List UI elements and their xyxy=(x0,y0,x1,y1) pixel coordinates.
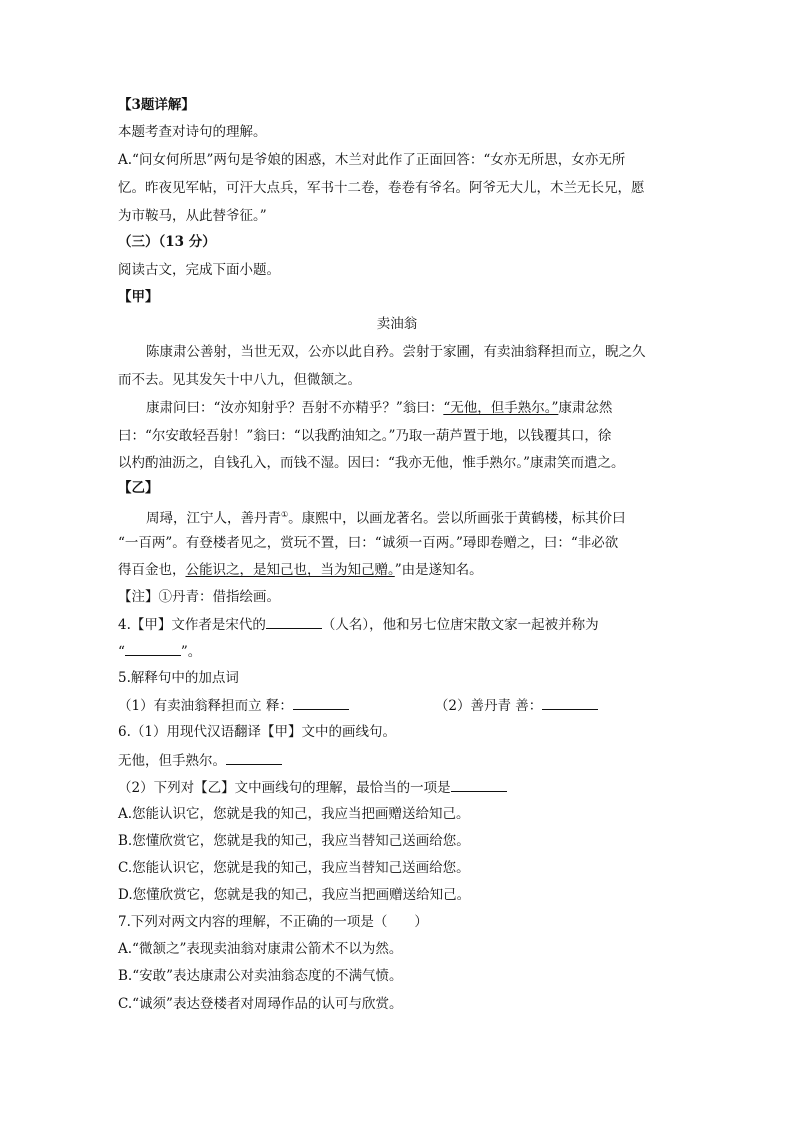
question-4-text: “ xyxy=(118,644,125,660)
yi-paragraph-line xyxy=(146,505,626,529)
option-item: D.您懂欣赏它，您就是我的知己，我应当把画赠送给知己。 xyxy=(118,887,471,903)
question-4-text: （人名），他和另七位唐宋散文家一起被并称为 xyxy=(321,617,599,633)
answer-blank[interactable] xyxy=(125,641,181,656)
answer-blank[interactable] xyxy=(226,750,282,765)
question-5-title: 5.解释句中的加点词 xyxy=(118,670,239,686)
q3-answer-line: 忆。昨夜见军帖，可汗大点兵，军书十二卷，卷卷有爷名。阿爷无大儿，木兰无长兄，愿 xyxy=(118,180,645,196)
q3-answer-line: A.“问女何所思”两句是爷娘的困惑，木兰对此作了正面回答：“女亦无所思，女亦无所 xyxy=(118,152,626,168)
question-4-text: ”。 xyxy=(180,644,202,660)
question-4-text: 4.【甲】文作者是宋代的 xyxy=(118,617,266,633)
yi-paragraph-line: “一百两”。有登楼者见之，赏玩不置，曰：“诚须一百两。”璕即卷赠之，曰：“非必欲 xyxy=(118,535,619,551)
yi-text: ”由是遂知名。 xyxy=(394,562,483,578)
question-6-title: 6.（1）用现代汉语翻译【甲】文中的画线句。 xyxy=(118,724,396,740)
option-item: C.您能认识它，您就是我的知己，我应当替知己送画给您。 xyxy=(118,860,470,876)
q3-intro: 本题考查对诗句的理解。 xyxy=(118,124,267,140)
jia-paragraph-line: 以杓酌油沥之，自钱孔入，而钱不湿。因曰：“我亦无他，惟手熟尔。”康肃笑而遣之。 xyxy=(118,455,625,471)
footnote-marker: ① xyxy=(281,510,289,519)
q3-heading: 【3题详解】 xyxy=(118,97,195,113)
jia-text: 康肃问曰：“汝亦知射乎？吾射不亦精乎？”翁曰： xyxy=(146,400,444,416)
jia-title: 卖油翁 xyxy=(376,316,418,332)
question-5-item: （2）善丹青 善： xyxy=(434,698,543,714)
jia-paragraph-line: 而不去。见其发矢十中八九，但微颔之。 xyxy=(118,372,361,388)
jia-label: 【甲】 xyxy=(118,289,159,305)
footnote: 【注】①丹青：借指绘画。 xyxy=(118,589,280,605)
question-6-text: 无他，但手熟尔。 xyxy=(118,753,226,769)
jia-underlined-sentence: “无他，但手熟尔。” xyxy=(443,400,559,416)
jia-text: 康肃忿然 xyxy=(558,400,613,416)
yi-label: 【乙】 xyxy=(118,480,159,496)
jia-paragraph-line: 陈康肃公善射，当世无双，公亦以此自矜。尝射于家圃，有卖油翁释担而立，睨之久 xyxy=(146,344,646,360)
question-5-item: （1）有卖油翁释担而立 释： xyxy=(118,698,293,714)
option-item: A.“微颔之”表现卖油翁对康肃公箭术不以为然。 xyxy=(118,941,403,957)
section-title: （三）（13 分） xyxy=(118,234,216,250)
yi-paragraph-line xyxy=(118,560,483,580)
q3-answer-line: 为市鞍马，从此替爷征。” xyxy=(118,208,267,224)
answer-blank[interactable] xyxy=(266,614,322,629)
question-6-text: （2）下列对【乙】文中画线句的理解，最恰当的一项是 xyxy=(118,780,451,796)
answer-blank[interactable] xyxy=(451,777,507,792)
option-item: A.您能认识它，您就是我的知己，我应当把画赠送给知己。 xyxy=(118,806,470,822)
yi-text: 得百金也， xyxy=(118,562,186,578)
answer-blank[interactable] xyxy=(542,695,598,710)
question-4 xyxy=(118,614,599,635)
question-4-line2 xyxy=(118,641,201,662)
option-item: B.您懂欣赏它，您就是我的知己，我应当替知己送画给您。 xyxy=(118,833,470,849)
question-6-sentence xyxy=(118,750,282,771)
answer-blank[interactable] xyxy=(293,695,349,710)
question-7-title: 7.下列对两文内容的理解，不正确的一项是（ ） xyxy=(118,914,428,930)
yi-underlined-sentence: 公能识之，是知己也，当为知己赠。 xyxy=(185,562,395,578)
question-6-part2 xyxy=(118,777,507,798)
yi-text: 。康熙中，以画龙著名。尝以所画张于黄鹤楼，标其价曰 xyxy=(288,510,626,527)
jia-paragraph-line xyxy=(146,398,612,418)
yi-text: 周璕，江宁人，善丹青 xyxy=(146,510,281,527)
option-item: C.“诚须”表达登楼者对周璕作品的认可与欣赏。 xyxy=(118,996,403,1012)
option-item: B.“安敢”表达康肃公对卖油翁态度的不满气愤。 xyxy=(118,968,403,984)
section-instruction: 阅读古文，完成下面小题。 xyxy=(118,262,280,278)
question-5-items xyxy=(118,695,598,716)
jia-paragraph-line: 曰：“尔安敢轻吾射！”翁曰：“以我酌油知之。”乃取一葫芦置于地，以钱覆其口，徐 xyxy=(118,428,612,444)
